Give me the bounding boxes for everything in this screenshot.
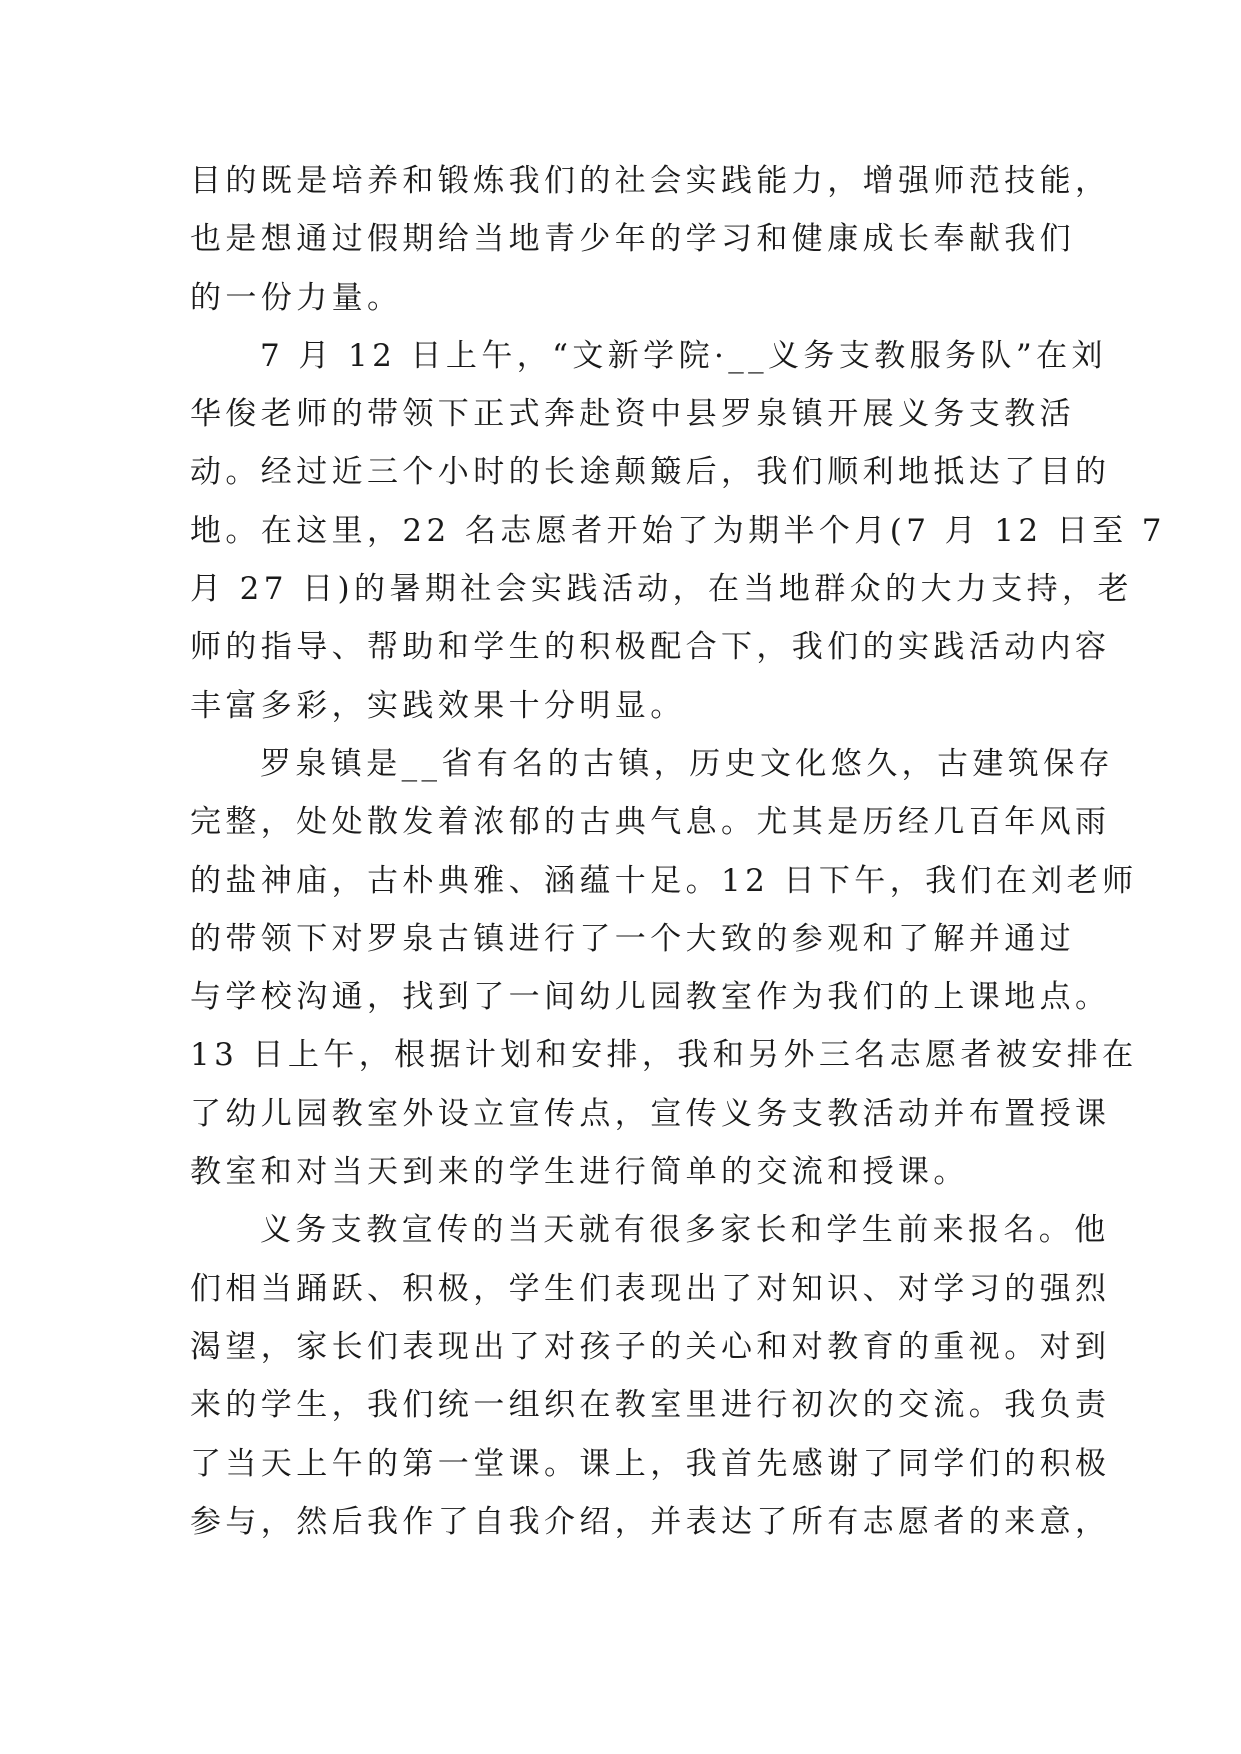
text-line: 了幼儿园教室外设立宣传点，宣传义务支教活动并布置授课 <box>190 1095 1111 1132</box>
paragraph-start-line: 罗泉镇是__省有名的古镇，历史文化悠久，古建筑保存 <box>260 745 1114 782</box>
text-line: 华俊老师的带领下正式奔赴资中县罗泉镇开展义务支教活 <box>190 396 1075 433</box>
text-line: 的一份力量。 <box>190 279 403 316</box>
text-line: 完整，处处散发着浓郁的古典气息。尤其是历经几百年风雨 <box>190 804 1111 841</box>
text-line: 也是想通过假期给当地青少年的学习和健康成长奉献我们 <box>190 221 1075 258</box>
paragraph-start-line: 7 月 12 日上午，“文新学院·__义务支教服务队”在刘 <box>260 337 1107 374</box>
text-line: 目的既是培养和锻炼我们的社会实践能力，增强师范技能， <box>190 163 1111 199</box>
text-line: 了当天上午的第一堂课。课上，我首先感谢了同学们的积极 <box>190 1445 1111 1482</box>
text-line: 与学校沟通，找到了一间幼儿园教室作为我们的上课地点。 <box>190 979 1111 1016</box>
text-line: 动。经过近三个小时的长途颠簸后，我们顺利地抵达了目的 <box>190 454 1111 491</box>
text-line: 地。在这里，22 名志愿者开始了为期半个月(7 月 12 日至 7 <box>190 512 1166 549</box>
text-line: 月 27 日)的暑期社会实践活动，在当地群众的大力支持，老 <box>190 571 1133 608</box>
text-line: 参与，然后我作了自我介绍，并表达了所有志愿者的来意， <box>190 1503 1111 1540</box>
text-line: 13 日上午，根据计划和安排，我和另外三名志愿者被安排在 <box>190 1037 1138 1074</box>
text-line: 渴望，家长们表现出了对孩子的关心和对教育的重视。对到 <box>190 1328 1111 1365</box>
text-line: 的带领下对罗泉古镇进行了一个大致的参观和了解并通过 <box>190 920 1075 957</box>
text-line: 的盐神庙，古朴典雅、涵蕴十足。12 日下午，我们在刘老师 <box>190 862 1138 899</box>
text-line: 来的学生，我们统一组织在教室里进行初次的交流。我负责 <box>190 1387 1111 1424</box>
paragraph-start-line: 义务支教宣传的当天就有很多家长和学生前来报名。他 <box>260 1212 1110 1249</box>
text-line: 教室和对当天到来的学生进行简单的交流和授课。 <box>190 1154 969 1191</box>
text-line: 丰富多彩，实践效果十分明显。 <box>190 687 686 724</box>
text-line: 师的指导、帮助和学生的积极配合下，我们的实践活动内容 <box>190 629 1111 666</box>
text-line: 们相当踊跃、积极，学生们表现出了对知识、对学习的强烈 <box>190 1270 1111 1307</box>
document-body <box>190 152 1166 1551</box>
